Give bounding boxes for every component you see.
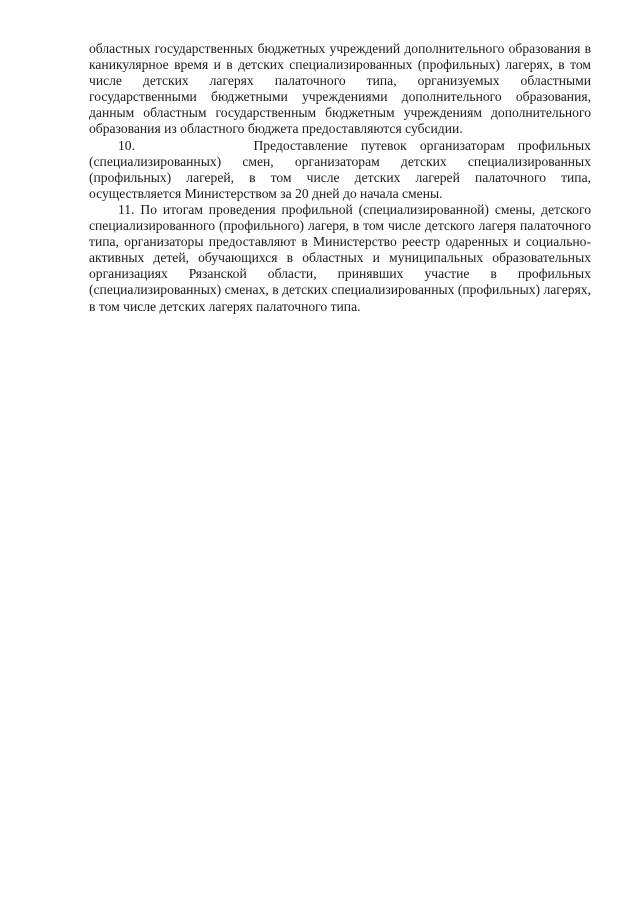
paragraph-number: 11. [118,201,135,217]
paragraph-text: По итогам проведения профильной (специализированной) смены, детского специализированного (профильного) лагеря, в том числе детского лагеря палаточного типа, организаторы предоставляют в Министерство реестр одаренных и социально-активных детей, обучающихся в областных и муниципальных образовательных организациях Рязанской области, принявших участие в профильных (специализированных) сменах, в детских специализированных (профильных) лагерях, в том числе детских лагерях палаточного типа. [89,201,591,314]
paragraph-continuation [89,41,591,138]
paragraph-11 [89,202,591,315]
paragraph-text: Предоставление путевок организаторам профильных (специализированных) смен, организаторам детских специализированных (профильных) лагерей, в том числе детских лагерей палаточного типа, осуществляется Министерством за 20 дней до начала смены. [89,137,591,201]
paragraph-number: 10. [118,137,135,153]
document-body [89,41,591,315]
paragraph-10 [89,138,591,202]
paragraph-text: областных государственных бюджетных учреждений дополнительного образования в каникулярное время и в детских специализированных (профильных) лагерях, в том числе детских лагерях палаточного типа, организуемых областными государственными бюджетными учреждениями дополнительного образования, данным областным государственным бюджетным учреждениям дополнительного образования из областного бюджета предоставляются субсидии. [89,41,591,137]
